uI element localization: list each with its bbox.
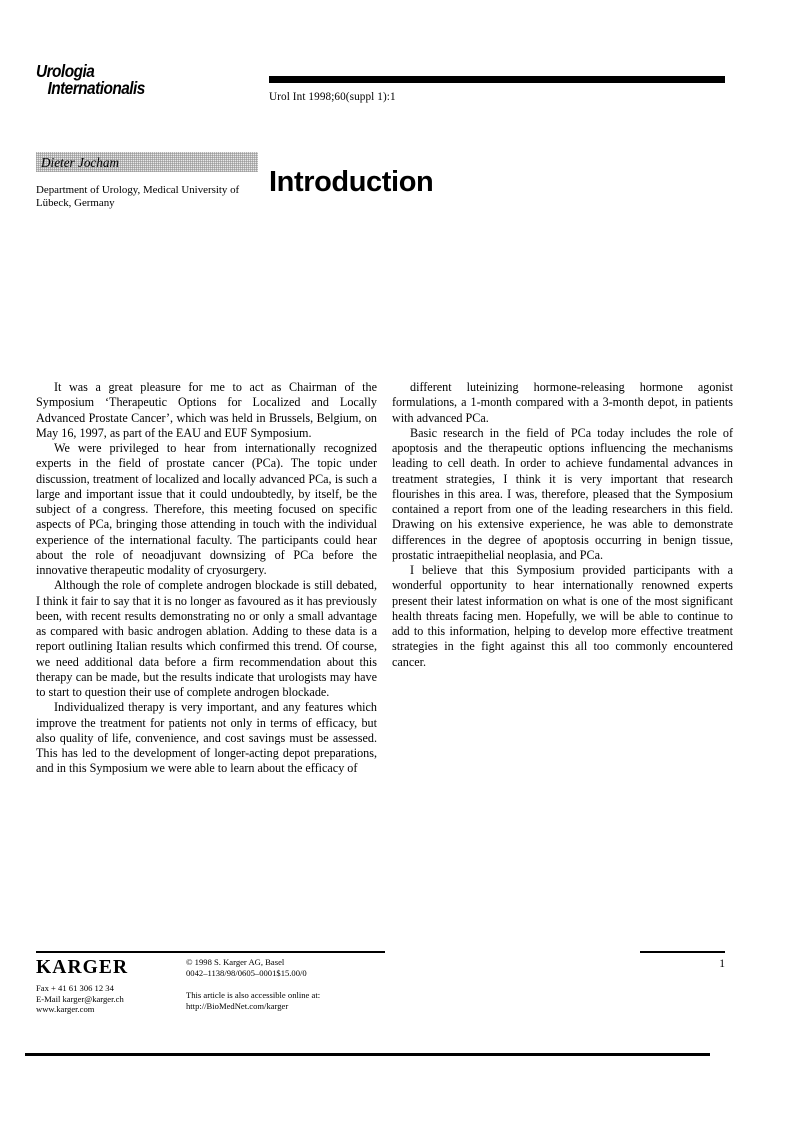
- publisher-fax: Fax + 41 61 306 12 34: [36, 983, 114, 993]
- journal-logo-line-1: Urologia: [36, 61, 95, 81]
- header-rule: [269, 76, 725, 83]
- footer-rule-right: [640, 951, 725, 953]
- paragraph: different luteinizing hormone-releasing hormone agonist formulations, a 1-month compared with a 3-month depot, in patients with advanced PCa.: [392, 380, 733, 425]
- journal-citation: Urol Int 1998;60(suppl 1):1: [269, 91, 396, 103]
- paragraph: We were privileged to hear from internationally recognized experts in the field of prostate cancer (PCa). The topic under discussion, treatment of localized and locally advanced PCa, is such a large and important issue that it could undoubtedly, by itself, be the subject of a congress. Therefore, this meeting focused on specific aspects of PCa, bringing those attending in touch with the individual experience of the international faculty. The participants could hear about the role of neoadjuvant downsizing of PCa before the innovative therapeutic modality of cryosurgery.: [36, 441, 377, 577]
- paragraph: Individualized therapy is very important, and any features which improve the treatment for patients not only in terms of efficacy, but also quality of life, convenience, and cost savings must be assessed. This has led to the development of longer-acting depot preparations, and in this Symposium we were able to learn about the efficacy of: [36, 700, 377, 776]
- paragraph: It was a great pleasure for me to act as Chairman of the Symposium ‘Therapeutic Options for Localized and Locally Advanced Prostate Cancer’, which was held in Brussels, Belgium, on May 16, 1997, as part of the EAU and EUF Symposium.: [36, 380, 377, 440]
- footer-rule-left: [36, 951, 385, 953]
- page-number: 1: [719, 958, 725, 970]
- copyright-block: [186, 957, 307, 978]
- page-title: Introduction: [269, 166, 434, 199]
- body-column-right: [392, 380, 733, 670]
- paragraph: Basic research in the field of PCa today includes the role of apoptosis and the therapeutic options influencing the mechanisms leading to cell death. In order to achieve fundamental advances in treatment strategies, I think it is very important that research flourishes in this area. I was, therefore, pleased that the Symposium contained a report from one of the leading researchers in this field. Drawing on his extensive experience, he was able to demonstrate differences in the degree of apoptosis occurring in benign tissue, prostatic intraepithelial neoplasia, and PCa.: [392, 425, 733, 562]
- paragraph: Although the role of complete androgen blockade is still debated, I think it fair to say that it is no longer as favoured as it has previously been, with recent results demonstrating no or only a small advantage as compared with basic androgen ablation. Adding to these data is a report outlining Italian results which confirmed this trend. Of course, we need additional data before a firm recommendation about this therapy can be made, but the results indicate that urologists may have to start to question their use of complete androgen blockade.: [36, 578, 377, 699]
- online-access-block: [186, 990, 320, 1011]
- publisher-contact: [36, 983, 124, 1015]
- author-affiliation: Department of Urology, Medical University of Lübeck, Germany: [36, 184, 240, 210]
- issn-text: 0042–1138/98/0605–0001$15.00/0: [186, 967, 307, 978]
- copyright-text: © 1998 S. Karger AG, Basel: [186, 957, 285, 967]
- author-name: Dieter Jocham: [41, 155, 119, 170]
- online-access-note: This article is also accessible online at:: [186, 990, 321, 1000]
- publisher-email[interactable]: E-Mail karger@karger.ch: [36, 993, 124, 1004]
- online-access-url[interactable]: http://BioMedNet.com/karger: [186, 1000, 289, 1011]
- body-column-left: [36, 380, 377, 777]
- journal-logo-line-2: Internationalis: [47, 78, 145, 98]
- publisher-logo: KARGER: [36, 957, 129, 978]
- journal-masthead: [36, 63, 236, 97]
- paragraph: I believe that this Symposium provided participants with a wonderful opportunity to hear internationally renowned experts present their latest information on what is one of the most significant health threats facing men. Hopefully, we will be able to continue to add to this information, helping to develop more effective treatment strategies in the fight against this all too commonly encountered cancer.: [392, 563, 733, 669]
- bottom-rule: [25, 1053, 710, 1056]
- publisher-website[interactable]: www.karger.com: [36, 1004, 95, 1015]
